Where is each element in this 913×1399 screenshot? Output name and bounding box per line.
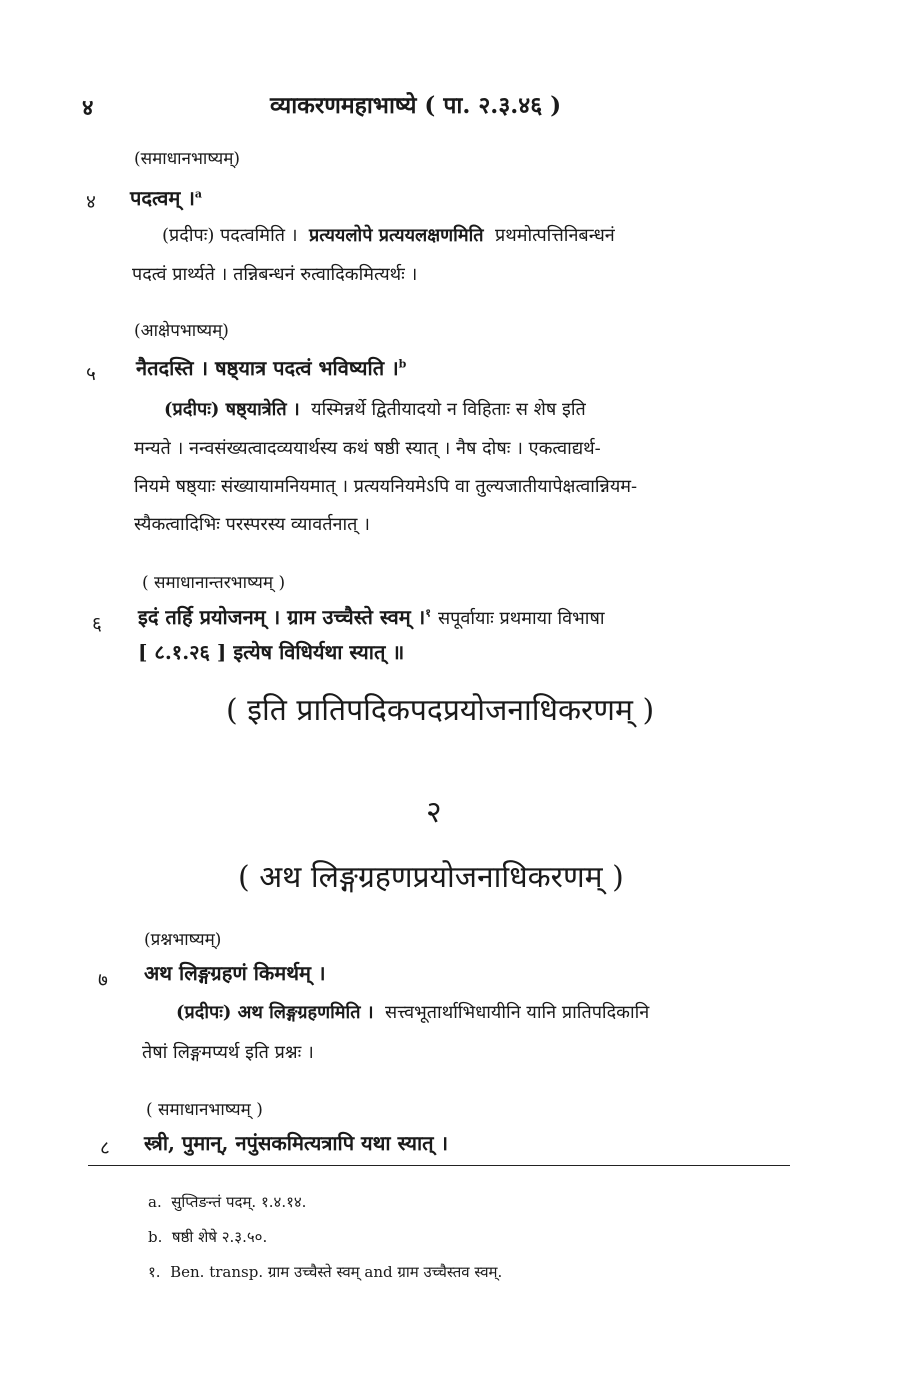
bhashya-text: स्त्री, पुमान्, नपुंसकमित्यत्रापि यथा स्यात् । <box>144 1131 449 1155</box>
bhashya-label: ( समाधानान्तरभाष्यम् ) <box>142 573 286 593</box>
paragraph-number: ४ <box>86 191 96 213</box>
bhashya-text: पदत्वम् ।$^a$ <box>130 186 203 210</box>
footnote: a. सुप्तिङन्तं पदम्. १.४.१४. <box>148 1193 307 1211</box>
opening-heading: ( अथ लिङ्गग्रहणप्रयोजनाधिकरणम् ) <box>238 860 624 895</box>
bhashya-label: (समाधानभाष्यम्) <box>134 149 241 169</box>
footnote-divider <box>88 1165 790 1166</box>
paragraph-number: ५ <box>86 363 96 385</box>
section-number: २ <box>426 795 442 830</box>
footnote: b. षष्ठी शेषे २.३.५०. <box>148 1228 268 1246</box>
bhashya-text: इदं तर्हि प्रयोजनम् । ग्राम उच्चैस्ते स्वम् ।$^१$ सपूर्वायाः प्रथमाया विभाषा <box>138 605 605 629</box>
bhashya-text: [ ८.१.२६ ] इत्येष विधिर्यथा स्यात् ॥ <box>138 640 405 664</box>
pradipa-line: मन्यते । नन्वसंख्यत्वादव्ययार्थस्य कथं षष्ठी स्यात् । नैष दोषः । एकत्वाद्यर्थ- <box>134 438 601 459</box>
footnote-ref: a <box>194 187 203 201</box>
pradipa-line: स्यैकत्वादिभिः परस्परस्य व्यावर्तनात् । <box>134 514 370 535</box>
bhashya-label: (आक्षेपभाष्यम्) <box>134 321 229 341</box>
paragraph-number: ७ <box>98 969 108 991</box>
pradipa-line: (प्रदीपः) अथ लिङ्गग्रहणमिति । सत्त्वभूतार्थाभिधायीनि यानि प्रातिपदिकानि <box>176 1002 650 1023</box>
footnote-ref: b <box>398 357 407 371</box>
running-title: व्याकरणमहाभाष्ये ( पा. २.३.४६ ) <box>270 92 562 119</box>
bhashya-label: (प्रश्नभाष्यम्) <box>144 930 222 950</box>
footnote: १. Ben. transp. ग्राम उच्चैस्ते स्वम् and ग्राम उच्चैस्तव स्वम्. <box>148 1263 503 1281</box>
paragraph-number: ८ <box>100 1137 110 1159</box>
bhashya-text: अथ लिङ्गग्रहणं किमर्थम् । <box>144 961 326 985</box>
pradipa-line: (प्रदीपः) पदत्वमिति । प्रत्ययलोपे प्रत्ययलक्षणमिति प्रथमोत्पत्तिनिबन्धनं <box>162 225 615 246</box>
bhashya-text: नैतदस्ति । षष्ठ्यात्र पदत्वं भविष्यति ।$^b$ <box>136 356 407 380</box>
pradipa-line: पदत्वं प्रार्थ्यते । तन्निबन्धनं रुत्वादिकमित्यर्थः । <box>132 264 418 285</box>
pradipa-line: नियमे षष्ठ्याः संख्यायामनियमात् । प्रत्ययनियमेऽपि वा तुल्यजातीयापेक्षत्वान्नियम- <box>134 476 638 497</box>
bhashya-label: ( समाधानभाष्यम् ) <box>146 1100 263 1120</box>
pradipa-line: तेषां लिङ्गमप्यर्थ इति प्रश्नः । <box>142 1042 314 1063</box>
page-number: ४ <box>82 95 94 121</box>
paragraph-number: ६ <box>92 613 102 635</box>
closing-heading: ( इति प्रातिपदिकपदप्रयोजनाधिकरणम् ) <box>226 693 655 728</box>
footnote-ref: १ <box>425 606 431 620</box>
pradipa-line: (प्रदीपः) षष्ठ्यात्रेति । यस्मिन्नर्थे द्वितीयादयो न विहिताः स शेष इति <box>164 399 586 420</box>
